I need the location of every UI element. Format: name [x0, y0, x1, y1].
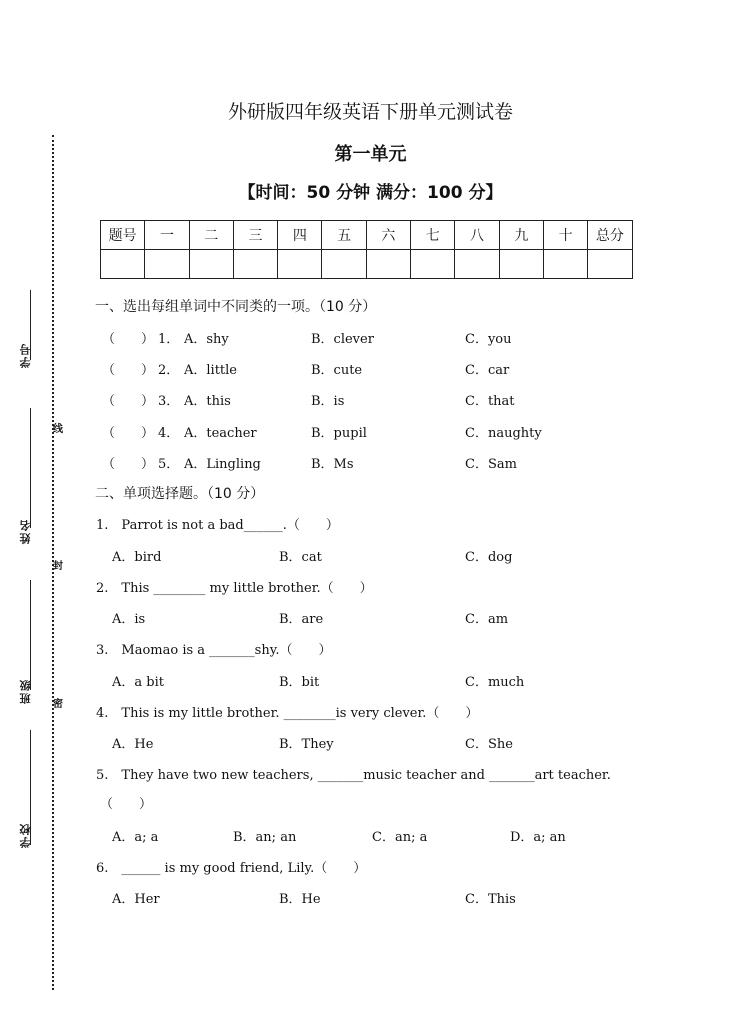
score-header-cell: 三	[233, 221, 277, 250]
question-text: 4. This is my little brother. ________is very clever.（ ）	[96, 706, 479, 721]
option-b: B．Ms	[311, 457, 354, 472]
score-table-blank-row	[101, 250, 633, 279]
option-c: C．dog	[465, 550, 513, 565]
option-b: B．clever	[311, 332, 374, 347]
question-text: 3. Maomao is a _______shy.（ ）	[96, 643, 332, 658]
score-header-cell: 七	[411, 221, 455, 250]
answer-paren: （ ）	[102, 426, 155, 441]
score-cell	[366, 250, 410, 279]
option-c: C．much	[465, 675, 525, 690]
score-cell	[499, 250, 543, 279]
score-cell	[543, 250, 587, 279]
class-line	[30, 580, 31, 690]
option-a: A．teacher	[184, 426, 257, 441]
score-header-cell: 总分	[588, 221, 632, 250]
cut-mark-seal: 封	[53, 561, 63, 572]
name-label: 姓名	[19, 518, 32, 544]
option-c: C．you	[465, 332, 512, 347]
score-cell	[278, 250, 322, 279]
score-cell	[189, 250, 233, 279]
option-a: A．bird	[112, 550, 162, 565]
score-cell	[322, 250, 366, 279]
score-header-cell: 十	[543, 221, 587, 250]
option-a: A．a; a	[112, 830, 159, 845]
score-header-cell: 一	[145, 221, 189, 250]
score-cell	[145, 250, 189, 279]
question-text: 6. ______ is my good friend, Lily.（ ）	[96, 861, 367, 876]
option-c: C．She	[465, 737, 513, 752]
score-header-cell: 题号	[101, 221, 145, 250]
item-number: 4．	[158, 426, 180, 441]
option-b: B．bit	[279, 675, 320, 690]
question-text: 5. They have two new teachers, _______music teacher and _______art teacher.	[96, 768, 611, 783]
option-b: B．cat	[279, 550, 322, 565]
option-b: B．pupil	[311, 426, 367, 441]
item-number: 1．	[158, 332, 180, 347]
unit-title: 第一单元	[334, 144, 407, 165]
option-c: C．that	[465, 394, 515, 409]
option-b: B．cute	[311, 363, 363, 378]
question-text: 1. Parrot is not a bad______.（ ）	[96, 518, 339, 533]
score-header-cell: 五	[322, 221, 366, 250]
option-a: A．Lingling	[184, 457, 261, 472]
score-cell	[233, 250, 277, 279]
answer-paren: （ ）	[102, 457, 155, 472]
option-b: B．He	[279, 892, 321, 907]
option-d: D．a; an	[510, 830, 566, 845]
cut-mark-secret: 密	[53, 699, 63, 710]
item-number: 3．	[158, 394, 180, 409]
score-header-cell: 四	[278, 221, 322, 250]
class-label: 班级	[19, 678, 32, 704]
option-a: A．shy	[184, 332, 229, 347]
answer-paren: （ ）	[102, 394, 155, 409]
cut-mark-line: 线	[53, 424, 63, 435]
score-table	[100, 220, 633, 279]
score-header-cell: 六	[366, 221, 410, 250]
student-id-label: 学号	[19, 342, 32, 368]
section1-heading: 一、选出每组单词中不同类的一项。（10 分）	[95, 299, 377, 315]
option-b: B．They	[279, 737, 334, 752]
exam-title: 外研版四年级英语下册单元测试卷	[227, 101, 513, 123]
option-c: C．Sam	[465, 457, 517, 472]
answer-paren: （ ）	[100, 797, 153, 812]
score-header-cell: 二	[189, 221, 233, 250]
option-b: B．an; an	[233, 830, 297, 845]
answer-paren: （ ）	[102, 363, 155, 378]
time-score-line: 【时间：50 分钟 满分：100 分】	[238, 183, 503, 203]
name-line	[30, 408, 31, 528]
option-c: C．an; a	[372, 830, 428, 845]
school-label: 学校	[19, 822, 32, 848]
option-a: A．a bit	[112, 675, 164, 690]
option-a: A．this	[184, 394, 231, 409]
score-header-cell: 九	[499, 221, 543, 250]
score-header-cell: 八	[455, 221, 499, 250]
answer-paren: （ ）	[102, 332, 155, 347]
option-b: B．are	[279, 612, 324, 627]
score-cell	[588, 250, 632, 279]
score-cell	[455, 250, 499, 279]
section2-heading: 二、单项选择题。（10 分）	[95, 486, 265, 502]
option-a: A．Her	[112, 892, 160, 907]
item-number: 5．	[158, 457, 180, 472]
option-a: A．is	[112, 612, 146, 627]
item-number: 2．	[158, 363, 180, 378]
question-text: 2. This ________ my little brother.（ ）	[96, 581, 373, 596]
option-c: C．car	[465, 363, 510, 378]
option-c: C．am	[465, 612, 509, 627]
option-a: A．He	[112, 737, 154, 752]
option-b: B．is	[311, 394, 345, 409]
option-c: C．This	[465, 892, 516, 907]
option-a: A．little	[184, 363, 238, 378]
score-cell	[101, 250, 145, 279]
score-table-header-row	[101, 221, 633, 250]
option-c: C．naughty	[465, 426, 542, 441]
score-cell	[411, 250, 455, 279]
